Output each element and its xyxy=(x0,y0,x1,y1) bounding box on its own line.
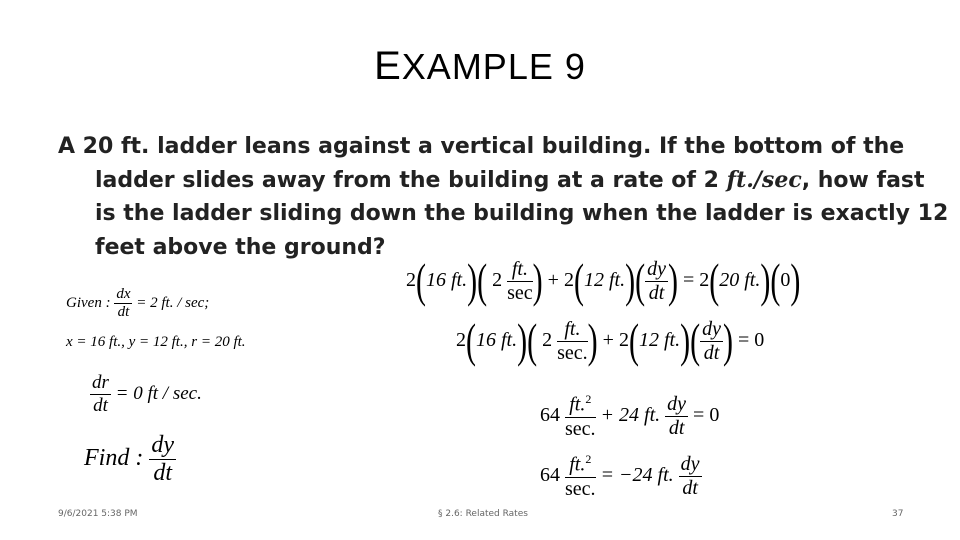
dy-dt-fraction: $\frac{dy}{dt}$ xyxy=(151,432,174,486)
given-dr: $\frac{dr}{dt}$ = 0 ft / sec. xyxy=(92,372,202,416)
footer-section: § 2.6: Related Rates xyxy=(438,509,528,519)
problem-line-2: ladder slides away from the building at a rate of 2 ft./sec, how fast xyxy=(95,166,925,193)
problem-line-1: A 20 ft. ladder leans against a vertical building. If the bottom of the xyxy=(58,134,905,159)
equation-4: 64 $\frac{ft.^2}{\sec.}$ = −24 ft. $\frac{dy}{dt}$ xyxy=(540,452,700,500)
given-values: x = 16 ft., y = 12 ft., r = 20 ft. xyxy=(66,334,246,350)
equation-1: 2(16 ft.)( 2 $\frac{ft.}{\sec}$ ) + 2(12 ft.)( $\frac{dy}{dt}$ ) = 2(20 ft.)(0) xyxy=(406,254,801,308)
problem-line-3: is the ladder sliding down the building when the ladder is exactly 12 xyxy=(95,201,949,226)
slide-title: EXAMPLE 9 xyxy=(374,44,586,88)
equation-2: 2(16 ft.)( 2 $\frac{ft.}{\sec.}$ ) + 2(12 ft.)( $\frac{dy}{dt}$ ) = 0 xyxy=(456,314,765,368)
given-rate: Given : $\frac{dx}{dt}$ = 2 ft. / sec; xyxy=(66,286,210,320)
dx-dt-fraction: $\frac{dx}{dt}$ xyxy=(116,286,131,320)
footer-page-number: 37 xyxy=(892,509,904,519)
equation-3: 64 $\frac{ft.^2}{\sec.}$ + 24 ft. $\frac{dy}{dt}$ = 0 xyxy=(540,392,720,440)
footer-date: 9/6/2021 5:38 PM xyxy=(58,509,138,519)
find-statement: Find : $\frac{dy}{dt}$ xyxy=(84,432,174,486)
rate-value: ft./sec xyxy=(726,166,802,193)
problem-statement xyxy=(58,130,949,264)
problem-line-4: feet above the ground? xyxy=(95,234,386,260)
dr-dt-fraction: $\frac{dr}{dt}$ xyxy=(92,372,109,416)
